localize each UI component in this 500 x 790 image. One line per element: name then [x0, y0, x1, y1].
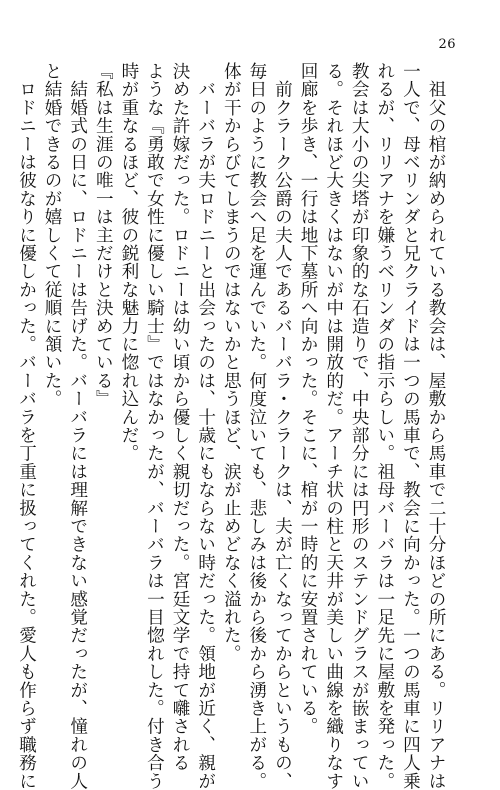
text-line: 決めた許嫁だった。ロドニーは幼い頃から優しく親切だった。宮廷文学で持て囃される [170, 62, 191, 772]
text-line: る。それほど大きくはないが中は開放的だ。アーチ状の柱と天井が美しい曲線を織りなす [323, 62, 344, 790]
text-line: ロドニーは彼なりに優しかった。バーバラを丁重に扱ってくれた。愛人も作らず職務に [16, 62, 37, 790]
vertical-text-body [16, 62, 448, 790]
text-line: 祖父の棺が納められている教会は、屋敷から馬車で二十分ほどの所にある。リリアナは [426, 62, 446, 790]
text-line: ような『勇敢で女性に優しい騎士』ではなかったが、バーバラは一目惚れした。付き合う [144, 62, 165, 790]
text-line: 回廊を歩き、一行は地下墓所へ向かった。そこに、棺が一時的に安置されている。 [298, 62, 319, 736]
text-line: バーバラが夫ロドニーと出会ったのは、十歳にもならない時だった。領地が近く、親が [195, 62, 216, 790]
text-line: 教会は大小の尖塔が印象的な石造りで、中央部分には円形のステンドグラスが嵌まってい [349, 62, 370, 790]
text-line: と結婚できるのが嬉しくて従順に頷いた。 [42, 62, 63, 408]
text-line: れるが、リリアナを嫌うベリンダの指示らしい。祖母バーバラは一足先に屋敷を発った。 [374, 62, 395, 790]
text-line: 毎日のように教会へ足を運んでいた。何度泣いても、悲しみは後から後から湧き上がる。 [246, 62, 267, 790]
text-line: 一人で、母ベリンダと兄クライドは一つの馬車で、教会に向かった。一つの馬車に四人乗 [400, 62, 421, 790]
text-line: 『私は生涯の唯一は主だけと決めている』 [93, 62, 114, 408]
page-number: 26 [438, 37, 456, 52]
text-line: 体が干からびてしまうのではないかと思うほど、涙が止めどなく溢れた。 [221, 62, 242, 663]
text-line: 時が重なるほど、彼の鋭利な魅力に惚れ込んだ。 [118, 62, 139, 463]
text-line: 結婚式の日に、ロドニーは告げた。バーバラには理解できない感覚だったが、憧れの人 [67, 62, 88, 790]
text-line: 前クラーク公爵の夫人であるバーバラ・クラークは、夫が亡くなってからというもの、 [272, 62, 293, 790]
